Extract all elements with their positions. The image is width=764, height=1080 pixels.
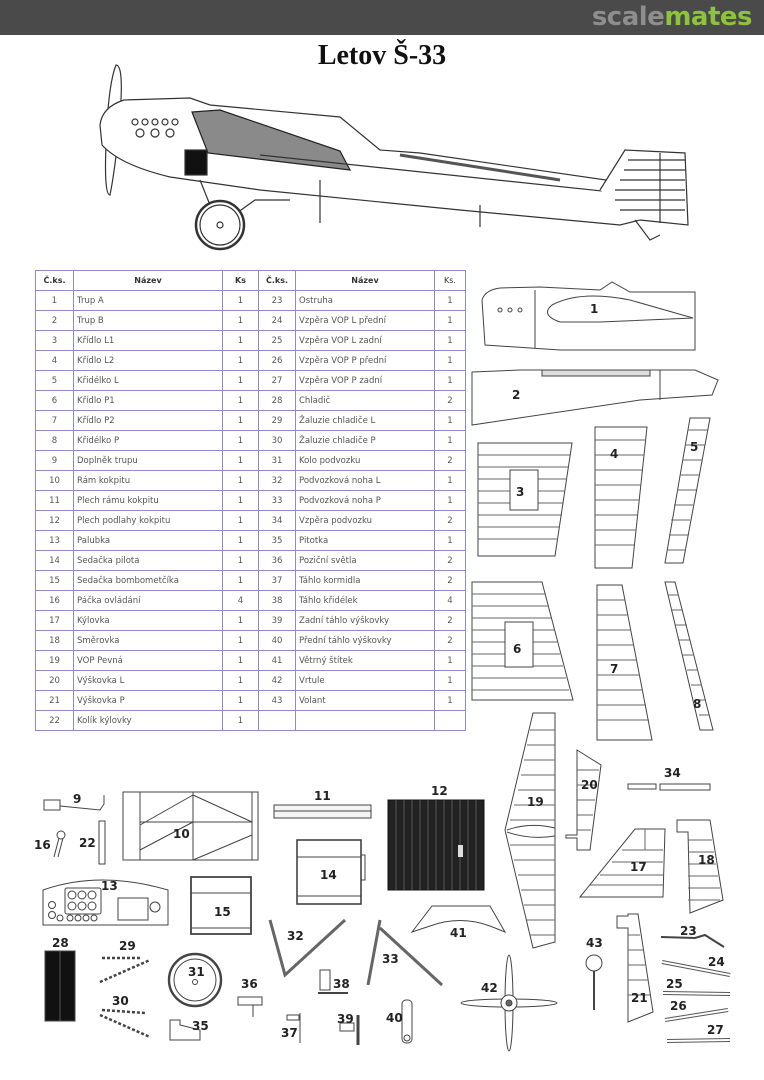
part-number-cell: 8 xyxy=(36,431,74,451)
part-label-39: 39 xyxy=(337,1012,354,1026)
part-label-32: 32 xyxy=(287,929,304,943)
part-number-cell: 22 xyxy=(36,711,74,731)
part-name-cell: Poziční světla xyxy=(296,551,435,571)
part-name-cell: Plech podlahy kokpitu xyxy=(74,511,223,531)
part-label-41: 41 xyxy=(450,926,467,940)
part-label-36: 36 xyxy=(241,977,258,991)
part-label-13: 13 xyxy=(101,879,118,893)
part-quantity-cell: 1 xyxy=(435,691,466,711)
part-43-drawing xyxy=(586,955,602,1010)
part-16-drawing xyxy=(54,831,65,857)
part-7-drawing xyxy=(597,585,652,740)
part-name-cell: Trup A xyxy=(74,291,223,311)
part-17-drawing xyxy=(580,829,665,897)
part-11-drawing xyxy=(274,805,371,818)
part-label-22: 22 xyxy=(79,836,96,850)
header-name-left: Název xyxy=(74,271,223,291)
part-quantity-cell: 1 xyxy=(223,471,259,491)
part-label-9: 9 xyxy=(73,792,82,806)
part-number-cell: 2 xyxy=(36,311,74,331)
part-31-drawing xyxy=(169,954,221,1006)
part-name-cell: Výškovka P xyxy=(74,691,223,711)
part-label-26: 26 xyxy=(670,999,687,1013)
part-number-cell: 6 xyxy=(36,391,74,411)
part-name-cell: Volant xyxy=(296,691,435,711)
part-29-drawing xyxy=(100,958,150,982)
part-label-18: 18 xyxy=(698,853,715,867)
part-name-cell: Větrný štítek xyxy=(296,651,435,671)
part-name-cell: Výškovka L xyxy=(74,671,223,691)
part-label-42: 42 xyxy=(481,981,498,995)
part-name-cell: Páčka ovládání xyxy=(74,591,223,611)
part-name-cell: Žaluzie chladiče P xyxy=(296,431,435,451)
part-number-cell: 14 xyxy=(36,551,74,571)
part-label-28: 28 xyxy=(52,936,69,950)
part-number-cell: 35 xyxy=(259,531,296,551)
part-number-cell: 26 xyxy=(259,351,296,371)
part-name-cell: Křidélko L xyxy=(74,371,223,391)
part-quantity-cell: 1 xyxy=(223,651,259,671)
page-title: Letov Š-33 xyxy=(317,40,447,71)
part-quantity-cell: 1 xyxy=(223,691,259,711)
part-label-16: 16 xyxy=(34,838,51,852)
part-quantity-cell: 4 xyxy=(435,591,466,611)
logo-mates-text: mates xyxy=(664,2,752,32)
part-name-cell: Vzpěra VOP P zadní xyxy=(296,371,435,391)
part-name-cell: Chladič xyxy=(296,391,435,411)
part-name-cell: Rám kokpitu xyxy=(74,471,223,491)
part-label-20: 20 xyxy=(581,778,598,792)
part-2-drawing xyxy=(472,370,718,425)
part-25-drawing xyxy=(663,993,730,994)
part-number-cell: 37 xyxy=(259,571,296,591)
part-quantity-cell: 1 xyxy=(435,331,466,351)
part-quantity-cell: 1 xyxy=(223,711,259,731)
part-number-cell: 27 xyxy=(259,371,296,391)
part-number-cell: 32 xyxy=(259,471,296,491)
part-quantity-cell: 1 xyxy=(223,311,259,331)
part-27-drawing xyxy=(667,1040,730,1041)
part-label-1: 1 xyxy=(590,302,599,316)
part-name-cell: Sedačka bombometčíka xyxy=(74,571,223,591)
part-label-14: 14 xyxy=(320,868,337,882)
part-number-cell: 4 xyxy=(36,351,74,371)
part-quantity-cell: 1 xyxy=(223,491,259,511)
part-label-43: 43 xyxy=(586,936,603,950)
part-name-cell: Podvozková noha L xyxy=(296,471,435,491)
part-10-drawing xyxy=(123,792,258,860)
logo-scale-text: scale xyxy=(591,2,665,32)
part-label-30: 30 xyxy=(112,994,129,1008)
part-42-drawing xyxy=(461,955,557,1051)
part-label-7: 7 xyxy=(610,662,619,676)
part-number-cell: 43 xyxy=(259,691,296,711)
part-number-cell: 1 xyxy=(36,291,74,311)
part-label-10: 10 xyxy=(173,827,190,841)
part-quantity-cell: 1 xyxy=(435,371,466,391)
part-quantity-cell: 2 xyxy=(435,611,466,631)
part-quantity-cell: 1 xyxy=(435,311,466,331)
part-quantity-cell: 1 xyxy=(435,671,466,691)
part-quantity-cell: 1 xyxy=(435,291,466,311)
part-name-cell: Pitotka xyxy=(296,531,435,551)
part-number-cell: 25 xyxy=(259,331,296,351)
header-qty-left: Ks xyxy=(223,271,259,291)
part-quantity-cell: 1 xyxy=(435,531,466,551)
part-label-8: 8 xyxy=(693,697,702,711)
part-number-cell: 33 xyxy=(259,491,296,511)
part-21-drawing xyxy=(617,914,653,1022)
part-quantity-cell: 1 xyxy=(223,371,259,391)
part-32-drawing xyxy=(270,920,345,975)
part-name-cell: Ostruha xyxy=(296,291,435,311)
part-20-drawing xyxy=(566,750,601,850)
part-label-33: 33 xyxy=(382,952,399,966)
part-number-cell: 3 xyxy=(36,331,74,351)
part-number-cell: 11 xyxy=(36,491,74,511)
part-name-cell: Zadní táhlo výškovky xyxy=(296,611,435,631)
part-number-cell: 10 xyxy=(36,471,74,491)
part-name-cell: Křidélko P xyxy=(74,431,223,451)
part-quantity-cell: 1 xyxy=(223,531,259,551)
part-number-cell: 9 xyxy=(36,451,74,471)
part-number-cell: 12 xyxy=(36,511,74,531)
part-name-cell: Přední táhlo výškovky xyxy=(296,631,435,651)
part-name-cell: Vzpěra VOP L přední xyxy=(296,311,435,331)
part-label-37: 37 xyxy=(281,1026,298,1040)
part-4-drawing xyxy=(595,427,647,568)
part-label-5: 5 xyxy=(690,440,699,454)
part-label-19: 19 xyxy=(527,795,544,809)
part-number-cell: 16 xyxy=(36,591,74,611)
part-quantity-cell: 1 xyxy=(435,351,466,371)
part-36-drawing xyxy=(238,997,262,1017)
part-quantity-cell: 2 xyxy=(435,391,466,411)
part-name-cell: Sedačka pilota xyxy=(74,551,223,571)
part-number-cell: 34 xyxy=(259,511,296,531)
part-number-cell: 24 xyxy=(259,311,296,331)
part-number-cell: 5 xyxy=(36,371,74,391)
part-quantity-cell: 2 xyxy=(435,631,466,651)
part-3-drawing xyxy=(478,443,572,556)
part-name-cell: Vzpěra VOP L zadní xyxy=(296,331,435,351)
part-label-29: 29 xyxy=(119,939,136,953)
part-5-drawing xyxy=(665,418,710,563)
part-quantity-cell: 1 xyxy=(223,391,259,411)
part-number-cell: 29 xyxy=(259,411,296,431)
part-1-drawing xyxy=(482,282,695,350)
part-label-3: 3 xyxy=(516,485,525,499)
part-quantity-cell: 2 xyxy=(435,571,466,591)
part-label-21: 21 xyxy=(631,991,648,1005)
part-quantity-cell: 1 xyxy=(223,511,259,531)
part-quantity-cell: 1 xyxy=(435,411,466,431)
part-name-cell: Podvozková noha P xyxy=(296,491,435,511)
part-name-cell: Táhlo křidélek xyxy=(296,591,435,611)
part-quantity-cell: 4 xyxy=(223,591,259,611)
part-quantity-cell: 2 xyxy=(435,451,466,471)
part-name-cell: Křídlo L1 xyxy=(74,331,223,351)
part-number-cell: 30 xyxy=(259,431,296,451)
part-quantity-cell: 1 xyxy=(223,451,259,471)
part-label-23: 23 xyxy=(680,924,697,938)
part-quantity-cell: 1 xyxy=(435,471,466,491)
part-number-cell: 13 xyxy=(36,531,74,551)
part-name-cell: Kolo podvozku xyxy=(296,451,435,471)
part-number-cell: 7 xyxy=(36,411,74,431)
part-quantity-cell: 1 xyxy=(435,491,466,511)
part-number-cell: 18 xyxy=(36,631,74,651)
part-label-12: 12 xyxy=(431,784,448,798)
part-name-cell: Křídlo P2 xyxy=(74,411,223,431)
part-number-cell: 28 xyxy=(259,391,296,411)
part-number-cell: 17 xyxy=(36,611,74,631)
part-number-cell: 15 xyxy=(36,571,74,591)
part-label-24: 24 xyxy=(708,955,725,969)
part-name-cell: Trup B xyxy=(74,311,223,331)
part-19-drawing xyxy=(505,713,555,948)
header-name-right: Název xyxy=(296,271,435,291)
part-name-cell: Křídlo L2 xyxy=(74,351,223,371)
part-number-cell: 19 xyxy=(36,651,74,671)
header-part-number-left: Č.ks. xyxy=(36,271,74,291)
part-label-6: 6 xyxy=(513,642,522,656)
part-name-cell: Doplněk trupu xyxy=(74,451,223,471)
part-number-cell: 20 xyxy=(36,671,74,691)
part-label-35: 35 xyxy=(192,1019,209,1033)
part-label-15: 15 xyxy=(214,905,231,919)
part-12-drawing xyxy=(388,800,484,890)
part-label-4: 4 xyxy=(610,447,619,461)
part-quantity-cell: 1 xyxy=(223,631,259,651)
part-quantity-cell: 1 xyxy=(223,331,259,351)
part-name-cell: Žaluzie chladiče L xyxy=(296,411,435,431)
part-quantity-cell: 1 xyxy=(223,291,259,311)
part-quantity-cell: 1 xyxy=(223,611,259,631)
part-name-cell: Vzpěra podvozku xyxy=(296,511,435,531)
part-quantity-cell: 1 xyxy=(435,651,466,671)
part-number-cell: 42 xyxy=(259,671,296,691)
part-label-11: 11 xyxy=(314,789,331,803)
part-40-drawing xyxy=(402,1000,412,1043)
part-quantity-cell: 1 xyxy=(223,551,259,571)
part-name-cell: VOP Pevná xyxy=(74,651,223,671)
part-number-cell: 36 xyxy=(259,551,296,571)
part-label-31: 31 xyxy=(188,965,205,979)
part-number-cell: 23 xyxy=(259,291,296,311)
part-number-cell: 39 xyxy=(259,611,296,631)
part-name-cell: Kolík kýlovky xyxy=(74,711,223,731)
part-30-drawing xyxy=(100,1010,150,1037)
part-name-cell: Křídlo P1 xyxy=(74,391,223,411)
part-quantity-cell: 1 xyxy=(223,431,259,451)
part-number-cell: 21 xyxy=(36,691,74,711)
part-quantity-cell: 1 xyxy=(223,671,259,691)
part-label-25: 25 xyxy=(666,977,683,991)
part-quantity-cell: 1 xyxy=(435,431,466,451)
part-quantity-cell: 2 xyxy=(435,551,466,571)
part-number-cell: 31 xyxy=(259,451,296,471)
part-quantity-cell: 2 xyxy=(435,511,466,531)
header-qty-right: Ks. xyxy=(435,271,466,291)
part-name-cell: Plech rámu kokpitu xyxy=(74,491,223,511)
part-number-cell: 40 xyxy=(259,631,296,651)
part-label-38: 38 xyxy=(333,977,350,991)
part-name-cell: Táhlo kormidla xyxy=(296,571,435,591)
part-6-drawing xyxy=(472,582,573,700)
part-quantity-cell: 1 xyxy=(223,571,259,591)
part-name-cell: Kýlovka xyxy=(74,611,223,631)
header-part-number-right: Č.ks. xyxy=(259,271,296,291)
part-quantity-cell: 1 xyxy=(223,351,259,371)
part-34-drawing xyxy=(628,784,710,790)
part-number-cell: 41 xyxy=(259,651,296,671)
part-number-cell: 38 xyxy=(259,591,296,611)
part-label-34: 34 xyxy=(664,766,681,780)
part-label-2: 2 xyxy=(512,388,521,402)
part-name-cell: Vrtule xyxy=(296,671,435,691)
part-33-drawing xyxy=(368,920,442,985)
part-8-drawing xyxy=(665,582,713,730)
part-label-27: 27 xyxy=(707,1023,724,1037)
part-22-drawing xyxy=(99,821,105,864)
part-name-cell: Palubka xyxy=(74,531,223,551)
part-name-cell: Směrovka xyxy=(74,631,223,651)
part-name-cell: Vzpěra VOP P přední xyxy=(296,351,435,371)
part-quantity-cell: 1 xyxy=(223,411,259,431)
part-label-40: 40 xyxy=(386,1011,403,1025)
part-label-17: 17 xyxy=(630,860,647,874)
